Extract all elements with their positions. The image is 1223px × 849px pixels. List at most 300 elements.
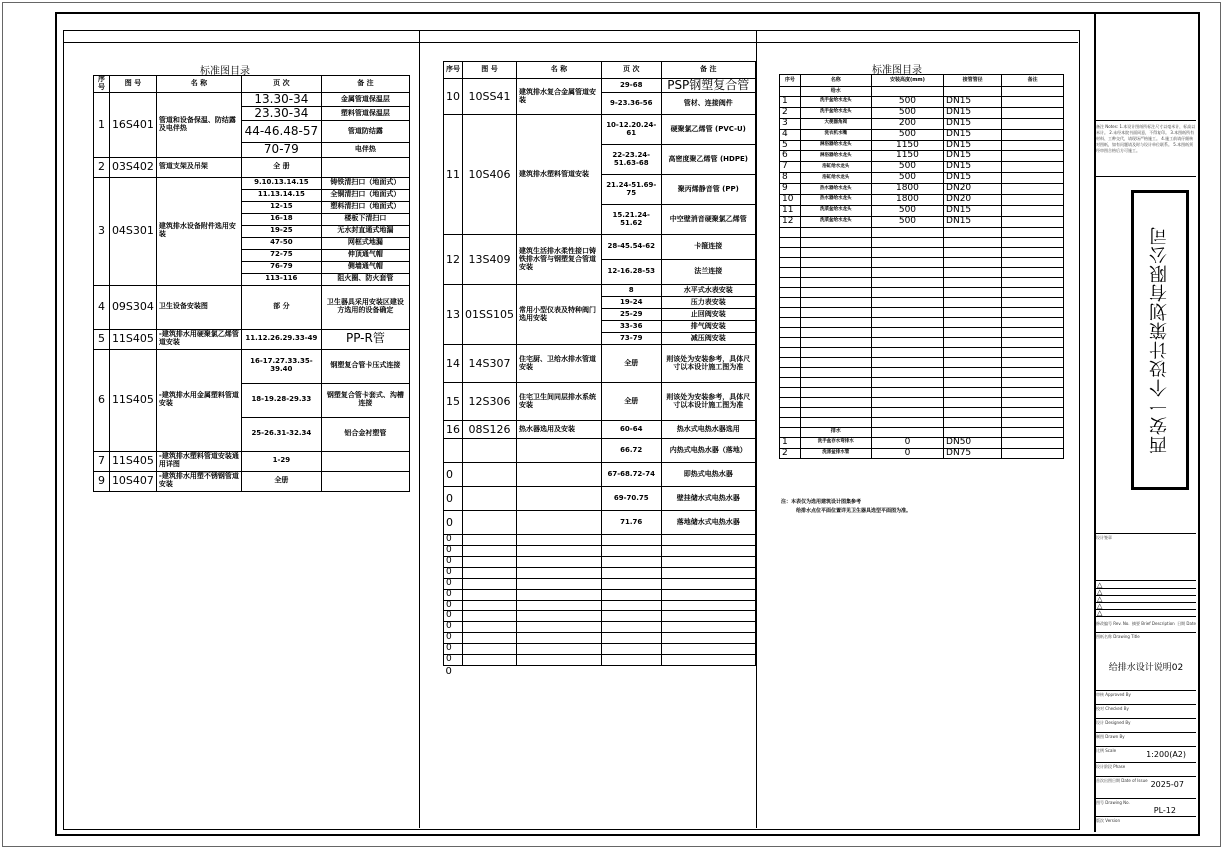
empty-row xyxy=(780,307,1064,317)
drawing-title-label: 图纸名称 Drawing Title xyxy=(1096,634,1140,639)
table-row xyxy=(780,216,1064,227)
version-label: 版次 Version xyxy=(1096,818,1120,823)
table-row xyxy=(444,463,756,487)
drawing-name: 建筑生活排水柔性接口铸铁排水管与钢塑复合管道安装 xyxy=(516,235,601,285)
column-header: 图 号 xyxy=(109,76,156,93)
drawing-name: -建筑排水用金属塑料管道安装 xyxy=(156,349,241,451)
table-row xyxy=(444,487,756,511)
row-number: 6 xyxy=(780,151,801,162)
empty-row xyxy=(780,377,1064,387)
checked-label: 校对 Checked By xyxy=(1096,706,1129,711)
empty-cell xyxy=(516,546,601,557)
table-row xyxy=(94,329,410,349)
drawing-code: 10S406 xyxy=(463,115,517,235)
remark: 则该处为安装参考，具体尺寸以本设计施工图为准 xyxy=(661,383,755,421)
remark: 热水式电热水器选用 xyxy=(661,421,755,439)
remark xyxy=(1002,97,1064,108)
fixture-name: 洗涤盆排水管 xyxy=(800,448,871,459)
remark: 塑料管道保温层 xyxy=(321,107,409,121)
fixture-name: 洗手盆给水龙头 xyxy=(800,97,871,108)
fixture-name: 热水器给水龙头 xyxy=(800,184,871,195)
empty-row xyxy=(780,287,1064,297)
install-height: 200 xyxy=(871,118,943,129)
section-label: 给水 xyxy=(800,87,871,97)
row-number: 15 xyxy=(444,383,463,421)
row-number: 2 xyxy=(780,448,801,459)
empty-cell xyxy=(661,622,755,633)
column-header: 名 称 xyxy=(516,62,601,79)
remark: 阻火圈、防火套管 xyxy=(321,273,409,285)
empty-row xyxy=(780,347,1064,357)
drawing-title: 给排水设计说明02 xyxy=(1108,663,1184,673)
page-range: 19-24 xyxy=(601,297,661,309)
remark xyxy=(1002,129,1064,140)
table-row xyxy=(444,345,756,383)
standard-drawings-table-1 xyxy=(93,75,410,492)
empty-cell xyxy=(661,611,755,622)
remark: 管道防结露 xyxy=(321,121,409,143)
column-divider-2 xyxy=(756,30,757,828)
remark: 落地储水式电热水器 xyxy=(661,511,755,535)
table-row xyxy=(444,235,756,260)
pipe-size: DN15 xyxy=(944,216,1002,227)
row-number: 0 xyxy=(444,567,463,578)
table-row xyxy=(780,129,1064,140)
drawing-name xyxy=(516,511,601,535)
pipe-size: DN15 xyxy=(944,205,1002,216)
install-height: 1150 xyxy=(871,140,943,151)
row-number: 14 xyxy=(444,345,463,383)
sheet-number: PL-12 xyxy=(1153,806,1176,815)
install-height: 500 xyxy=(871,173,943,184)
remark xyxy=(1002,205,1064,216)
row-number: 10 xyxy=(780,195,801,206)
remark: 铸铁清扫口（地面式） xyxy=(321,177,409,189)
remark xyxy=(1002,162,1064,173)
page-range: 66.72 xyxy=(601,439,661,463)
remark: 即热式电热水器 xyxy=(661,463,755,487)
install-height: 1800 xyxy=(871,195,943,206)
empty-cell xyxy=(516,644,601,655)
remark: 铝合金衬塑管 xyxy=(321,417,409,451)
row-number: 0 xyxy=(444,589,463,600)
standard-drawings-table-2 xyxy=(443,61,756,677)
page-range: 76-79 xyxy=(241,261,321,273)
pipe-size: DN15 xyxy=(944,118,1002,129)
drawing-name: -建筑排水用塑不锈钢管道安装 xyxy=(156,471,241,491)
empty-row xyxy=(780,387,1064,397)
page-range: 部 分 xyxy=(241,285,321,329)
empty-cell xyxy=(661,654,755,665)
remark: 侧墙通气帽 xyxy=(321,261,409,273)
remark: 减压阀安装 xyxy=(661,333,755,345)
empty-cell xyxy=(601,633,661,644)
table-row xyxy=(94,93,410,107)
drawing-name: 建筑排水设备附件选用安装 xyxy=(156,177,241,285)
page-range: 25-26.31-32.34 xyxy=(241,417,321,451)
empty-cell xyxy=(661,556,755,567)
column-header: 备注 xyxy=(1002,75,1064,87)
revision-triangle-icon: △ xyxy=(1097,609,1103,617)
empty-row xyxy=(780,267,1064,277)
row-number: 0 xyxy=(444,487,463,511)
page-range: 12-15 xyxy=(241,201,321,213)
empty-cell xyxy=(463,546,517,557)
table-row xyxy=(444,439,756,463)
column-header: 名 称 xyxy=(156,76,241,93)
drawing-name: 建筑排水塑料管道安装 xyxy=(516,115,601,235)
page-range: 70-79 xyxy=(241,143,321,157)
pipe-size: DN15 xyxy=(944,151,1002,162)
empty-cell xyxy=(601,556,661,567)
remark xyxy=(1002,216,1064,227)
remark xyxy=(1002,195,1064,206)
column-header: 页 次 xyxy=(241,76,321,93)
drawing-name: 热水器选用及安装 xyxy=(516,421,601,439)
empty-row xyxy=(780,317,1064,327)
row-number: 5 xyxy=(780,140,801,151)
install-height: 500 xyxy=(871,107,943,118)
empty-row xyxy=(780,357,1064,367)
drawn-label: 制图 Drawn By xyxy=(1096,734,1125,739)
remark xyxy=(1002,151,1064,162)
table-row xyxy=(444,285,756,297)
sheet-number-label: 图号 Drawing No. xyxy=(1096,800,1130,805)
empty-cell xyxy=(601,600,661,611)
fixture-name: 淋浴器给水龙头 xyxy=(800,151,871,162)
remark xyxy=(1002,118,1064,129)
empty-row xyxy=(780,337,1064,347)
column-header: 序号 xyxy=(444,62,463,79)
header-strip-line xyxy=(63,42,1078,43)
table-row xyxy=(94,177,410,189)
table-row xyxy=(444,589,756,600)
table-row xyxy=(780,437,1064,448)
pipe-size: DN15 xyxy=(944,173,1002,184)
empty-row xyxy=(780,327,1064,337)
empty-cell xyxy=(516,633,601,644)
empty-cell xyxy=(661,567,755,578)
remark: 止回阀安装 xyxy=(661,309,755,321)
page-range: 29-68 xyxy=(601,79,661,93)
date-label: 首次出图日期 Date of Issue xyxy=(1096,778,1148,783)
row-number: 6 xyxy=(94,349,110,451)
row-number: 12 xyxy=(780,216,801,227)
remark xyxy=(1002,184,1064,195)
page-range: 15.21.24-51.62 xyxy=(601,205,661,235)
company-name-box xyxy=(1131,190,1189,490)
row-number: 16 xyxy=(444,421,463,439)
table-row xyxy=(444,611,756,622)
revision-headers: 修改编号 Rev. No. 摘要 Brief Description 日期 Date xyxy=(1096,621,1196,626)
revision-triangle-icon: △ xyxy=(1097,588,1103,596)
fixture-name: 淋浴器给水龙头 xyxy=(800,140,871,151)
row-number: 11 xyxy=(780,205,801,216)
row-number: 0 xyxy=(444,611,463,622)
scale-label: 比例 Scale xyxy=(1096,748,1117,753)
remark: 无水封直通式地漏 xyxy=(321,225,409,237)
page-range: 16-18 xyxy=(241,213,321,225)
remark: 高密度聚乙烯管 (HDPE) xyxy=(661,145,755,175)
drawing-name: 住宅厨、卫给水排水管道安装 xyxy=(516,345,601,383)
remark xyxy=(321,451,409,471)
empty-cell xyxy=(516,589,601,600)
empty-cell xyxy=(463,589,517,600)
remark: 壁挂储水式电热水器 xyxy=(661,487,755,511)
remark xyxy=(1002,140,1064,151)
remark: 中空壁消音硬聚氯乙烯管 xyxy=(661,205,755,235)
designed-label: 设计 Designed By xyxy=(1096,720,1131,725)
page-range: 44-46.48-57 xyxy=(241,121,321,143)
table-row xyxy=(444,79,756,93)
pipe-size: DN15 xyxy=(944,107,1002,118)
page-range: 16-17.27.33.35-39.40 xyxy=(241,349,321,383)
drawing-name: 管道支架及吊架 xyxy=(156,157,241,177)
install-height: 500 xyxy=(871,129,943,140)
empty-row xyxy=(780,277,1064,287)
empty-cell xyxy=(601,546,661,557)
table-row xyxy=(444,383,756,421)
fixture-name: 大便器角阀 xyxy=(800,118,871,129)
table-row xyxy=(780,173,1064,184)
empty-cell xyxy=(463,600,517,611)
remark: PP-R管 xyxy=(321,329,409,349)
issue-date: 2025-07 xyxy=(1150,780,1184,789)
seal-label: 设计签章 xyxy=(1096,535,1112,540)
empty-cell xyxy=(463,622,517,633)
remark: 全铜清扫口（地面式） xyxy=(321,189,409,201)
empty-cell xyxy=(463,556,517,567)
fixture-name: 洗菜盆给水龙头 xyxy=(800,216,871,227)
fixture-name: 浴缸给水龙头 xyxy=(800,173,871,184)
table-row xyxy=(94,451,410,471)
scale-value: 1:200(A2) xyxy=(1146,750,1186,759)
column-header: 图 号 xyxy=(463,62,517,79)
empty-row xyxy=(780,247,1064,257)
pipe-size: DN75 xyxy=(944,448,1002,459)
page-range: 全册 xyxy=(601,383,661,421)
empty-cell xyxy=(601,535,661,546)
table3-note-2: 给排水点位平面位置详见卫生器具选型平面图为准。 xyxy=(796,508,912,514)
install-height: 1150 xyxy=(871,151,943,162)
table-row xyxy=(780,107,1064,118)
drawing-code xyxy=(463,487,517,511)
row-number: 0 xyxy=(444,556,463,567)
company-name: 西安一个设计策划有限公司 xyxy=(1149,226,1170,454)
remark: 楼板下清扫口 xyxy=(321,213,409,225)
table-row xyxy=(780,140,1064,151)
drawing-code: 10SS41 xyxy=(463,79,517,115)
fixture-install-table xyxy=(779,74,1064,459)
drawing-code: 09S304 xyxy=(109,285,156,329)
remark xyxy=(321,157,409,177)
remark: PSP钢塑复合管 xyxy=(661,79,755,93)
page-range: 73-79 xyxy=(601,333,661,345)
drawing-code: 14S307 xyxy=(463,345,517,383)
empty-row xyxy=(780,417,1064,427)
empty-cell xyxy=(661,644,755,655)
drawing-code: 03S402 xyxy=(109,157,156,177)
pipe-size: DN15 xyxy=(944,129,1002,140)
row-number: 8 xyxy=(780,173,801,184)
drawing-code: 11S405 xyxy=(109,451,156,471)
row-number: 1 xyxy=(94,93,110,158)
install-height: 500 xyxy=(871,162,943,173)
empty-cell xyxy=(463,567,517,578)
remark: 钢塑复合管卡压式连接 xyxy=(321,349,409,383)
empty-row xyxy=(780,407,1064,417)
table3-title: 标准图目录 xyxy=(872,65,922,76)
empty-cell xyxy=(463,654,517,665)
remark xyxy=(1002,448,1064,459)
table-row xyxy=(444,556,756,567)
install-height: 500 xyxy=(871,97,943,108)
drawing-code: 11S405 xyxy=(109,329,156,349)
table-row xyxy=(444,115,756,145)
empty-cell xyxy=(661,633,755,644)
table-row xyxy=(444,546,756,557)
column-divider-1 xyxy=(419,30,420,828)
page-range: 22-23.24-51.63-68 xyxy=(601,145,661,175)
drawing-code: 16S401 xyxy=(109,93,156,158)
install-height: 500 xyxy=(871,205,943,216)
page-range: 11.12.26.29.33-49 xyxy=(241,329,321,349)
drawing-code xyxy=(463,511,517,535)
table-row xyxy=(780,97,1064,108)
row-number: 9 xyxy=(780,184,801,195)
row-number: 1 xyxy=(780,437,801,448)
pipe-size: DN20 xyxy=(944,184,1002,195)
remark: 内热式电热水器（落地） xyxy=(661,439,755,463)
drawing-code: 11S405 xyxy=(109,349,156,451)
row-number: 3 xyxy=(94,177,110,285)
page-range: 23.30-34 xyxy=(241,107,321,121)
page-range: 12-16.28-53 xyxy=(601,260,661,285)
page-range: 67-68.72-74 xyxy=(601,463,661,487)
empty-cell xyxy=(661,600,755,611)
remark: 卡箍连接 xyxy=(661,235,755,260)
remark: 卫生器具采用安装区建设方选用的设备确定 xyxy=(321,285,409,329)
table-row xyxy=(444,654,756,665)
section-row xyxy=(780,427,1064,437)
row-number: 0 xyxy=(444,600,463,611)
table-row xyxy=(94,157,410,177)
page-range: 47-50 xyxy=(241,237,321,249)
empty-cell xyxy=(601,578,661,589)
drawing-code: 04S301 xyxy=(109,177,156,285)
page-range: 60-64 xyxy=(601,421,661,439)
table-row xyxy=(444,622,756,633)
table-row xyxy=(780,151,1064,162)
phase-label: 设计阶段 Phase xyxy=(1096,764,1126,769)
drawing-code: 13S409 xyxy=(463,235,517,285)
empty-cell xyxy=(463,535,517,546)
fixture-name: 热水器给水龙头 xyxy=(800,195,871,206)
column-header: 序号 xyxy=(94,76,110,93)
remark xyxy=(1002,107,1064,118)
row-number: 0 xyxy=(444,633,463,644)
approved-label: 审核 Approved By xyxy=(1096,692,1131,697)
drawing-name: -建筑排水用硬聚氯乙烯管道安装 xyxy=(156,329,241,349)
empty-cell xyxy=(661,535,755,546)
row-number: 2 xyxy=(780,107,801,118)
drawing-name: 住宅卫生间同层排水系统安装 xyxy=(516,383,601,421)
drawing-name: 建筑排水复合金属管道安装 xyxy=(516,79,601,115)
table1-title: 标准图目录 xyxy=(200,66,250,77)
remark: 压力表安装 xyxy=(661,297,755,309)
page-range: 11.13.14.15 xyxy=(241,189,321,201)
row-number: 12 xyxy=(444,235,463,285)
row-number: 0 xyxy=(444,511,463,535)
drawing-code xyxy=(463,439,517,463)
page-range: 10-12.20.24-61 xyxy=(601,115,661,145)
install-height: 1800 xyxy=(871,184,943,195)
column-header: 序号 xyxy=(780,75,801,87)
pipe-size: DN50 xyxy=(944,437,1002,448)
row-number: 0 xyxy=(444,644,463,655)
table-header-row xyxy=(94,76,410,93)
remark: 硬聚氯乙烯管 (PVC-U) xyxy=(661,115,755,145)
empty-cell xyxy=(661,546,755,557)
empty-cell xyxy=(516,654,601,665)
empty-cell xyxy=(661,589,755,600)
page-range: 18-19.28-29.33 xyxy=(241,383,321,417)
install-height: 500 xyxy=(871,216,943,227)
table-row xyxy=(444,578,756,589)
row-number xyxy=(444,439,463,463)
revision-triangle-icon: △ xyxy=(1097,581,1103,589)
empty-cell xyxy=(601,567,661,578)
empty-row xyxy=(780,227,1064,237)
drawing-name xyxy=(516,439,601,463)
remark: 水平式水表安装 xyxy=(661,285,755,297)
remark: 排气阀安装 xyxy=(661,321,755,333)
table-tail xyxy=(444,665,756,677)
pipe-size: DN15 xyxy=(944,97,1002,108)
remark: 塑料清扫口（地面式） xyxy=(321,201,409,213)
row-number: 7 xyxy=(780,162,801,173)
table-row xyxy=(780,162,1064,173)
page-range: 1-29 xyxy=(241,451,321,471)
page-range: 全 册 xyxy=(241,157,321,177)
row-number: 5 xyxy=(94,329,110,349)
section-row xyxy=(780,87,1064,97)
column-header: 页 次 xyxy=(601,62,661,79)
row-number: 0 xyxy=(444,578,463,589)
remark: 伸顶通气帽 xyxy=(321,249,409,261)
column-header: 备 注 xyxy=(321,76,409,93)
page-range: 9-23.36-56 xyxy=(601,93,661,115)
table-row xyxy=(444,511,756,535)
empty-cell xyxy=(516,622,601,633)
empty-cell xyxy=(516,611,601,622)
title-block-notes: 备注 Notes: 1.本设计图纸所标注尺寸以毫米计，标高以米计。 2.未经本院书面同意，不得复印。 3.本图纸所有材料、工种交代，请现场严格施工。 4.施工前请仔细核对图纸，如有问题请及时与设计单位联系。 5.本图纸须经审图合格后方可施工。 xyxy=(1096,124,1196,153)
drawing-code: 01SS105 xyxy=(463,285,517,345)
row-number: 4 xyxy=(780,129,801,140)
remark: 聚丙烯静音管 (PP) xyxy=(661,175,755,205)
remark: 金属管道保温层 xyxy=(321,93,409,107)
fixture-name: 洗手盆存水弯排水 xyxy=(800,437,871,448)
drawing-code: 10S407 xyxy=(109,471,156,491)
remark xyxy=(321,471,409,491)
row-number: 0 xyxy=(444,535,463,546)
empty-cell xyxy=(516,556,601,567)
table-row xyxy=(94,349,410,383)
remark: 电伴热 xyxy=(321,143,409,157)
empty-cell xyxy=(516,567,601,578)
empty-cell xyxy=(661,578,755,589)
empty-row xyxy=(780,367,1064,377)
